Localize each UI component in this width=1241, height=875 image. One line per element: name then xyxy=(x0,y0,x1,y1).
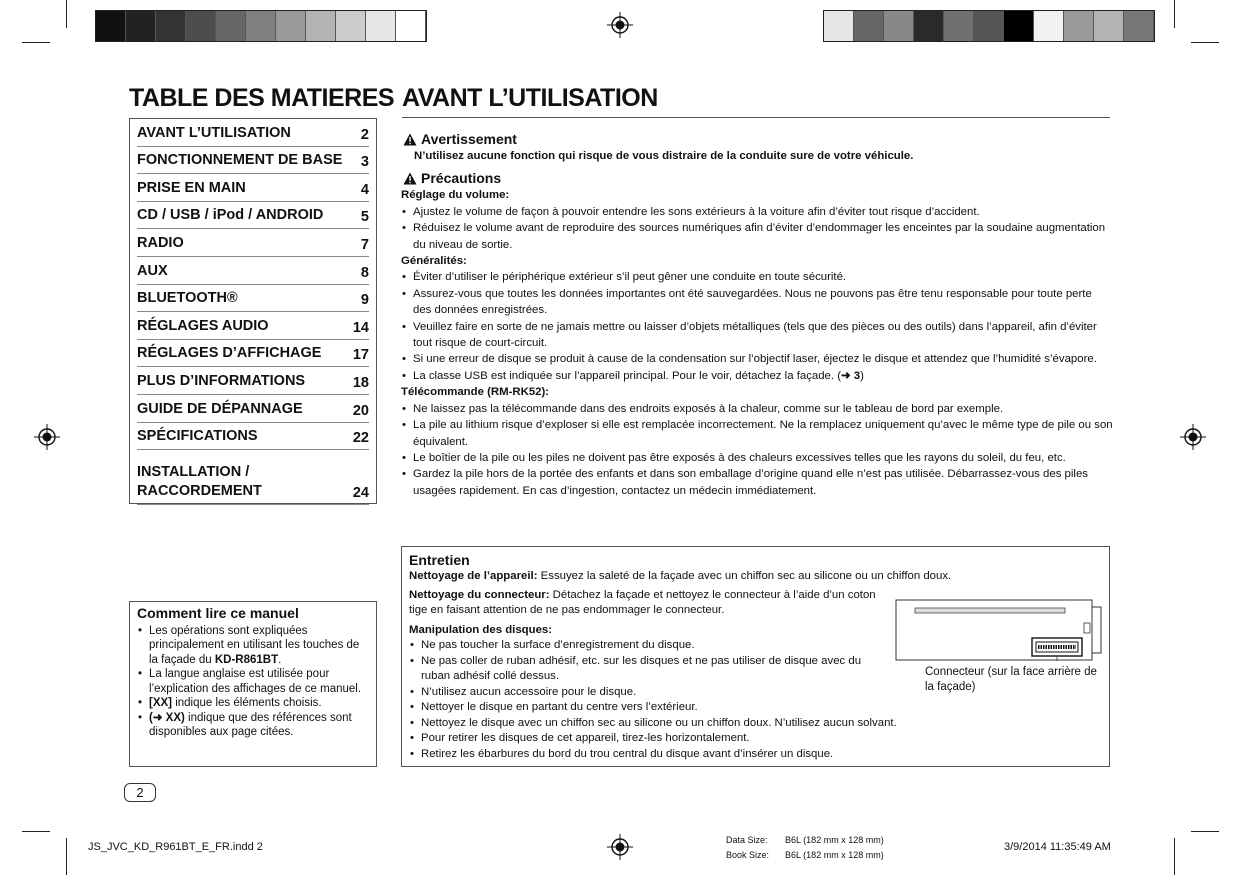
registration-mark-icon xyxy=(34,424,60,450)
toc-label: RÉGLAGES D’AFFICHAGE xyxy=(137,345,322,362)
cleaning-unit-text: Essuyez la saleté de la façade avec un chiffon sec au silicone ou un chiffon doux. xyxy=(537,570,952,582)
book-size-label: Book Size: xyxy=(726,850,770,860)
toc-label: BLUETOOTH® xyxy=(137,290,238,307)
list-item: • La langue anglaise est utilisée pour l’explication des affichages de ce manuel. xyxy=(137,667,369,696)
cleaning-connector-label: Nettoyage du connecteur: xyxy=(409,588,550,601)
toc-row[interactable] xyxy=(137,367,369,395)
list-item: • Le boîtier de la pile ou les piles ne doivent pas être exposés à des chaleurs excessives telles que les rayons du soleil, du feu, etc. xyxy=(401,450,1113,466)
howto-text: . xyxy=(278,653,282,666)
warning-heading xyxy=(403,130,1113,148)
precautions-title: Précautions xyxy=(421,170,502,187)
toc-row[interactable] xyxy=(137,423,369,451)
list-item xyxy=(401,368,1113,384)
toc-row[interactable] xyxy=(137,395,369,423)
color-swatch xyxy=(396,11,426,41)
list-item: • Réduisez le volume avant de reproduire des sources numériques afin d’éviter d’endommager les enceintes par la soudaine augmentation du niveau de sortie. xyxy=(401,220,1113,253)
list-item: • Nettoyer le disque en partant du centre vers l’extérieur. xyxy=(409,700,1102,716)
color-swatch xyxy=(824,11,854,41)
toc-row[interactable] xyxy=(137,202,369,230)
toc-label: PRISE EN MAIN xyxy=(137,179,246,196)
color-swatch xyxy=(1094,11,1124,41)
subsection-title: Manipulation des disques: xyxy=(409,623,553,636)
page-number: 2 xyxy=(124,783,156,802)
list-item: • Veuillez faire en sorte de ne jamais mettre ou laisser d’objets métalliques (tels que des pièces ou des outils) dans l’appareil, afin d’éviter tout risque de court-circuit. xyxy=(401,319,1113,352)
file-name: JS_JVC_KD_R961BT_E_FR.indd 2 xyxy=(88,841,263,853)
list-item: • La pile au lithium risque d’exploser si elle est remplacée incorrectement. Ne la remplacez uniquement qu’avec le même type de pile ou son équivalent. xyxy=(401,417,1113,450)
color-bar-right xyxy=(823,10,1155,42)
toc-page: 22 xyxy=(352,430,369,447)
toc-row[interactable] xyxy=(137,450,369,505)
usb-text: ) xyxy=(860,369,864,382)
toc-label: RADIO xyxy=(137,234,184,251)
toc-row[interactable] xyxy=(137,312,369,340)
color-swatch xyxy=(126,11,156,41)
list-item: • Si une erreur de disque se produit à cause de la condensation sur l’objectif laser, éjectez le disque et attendez que l’humidité s’évapore. xyxy=(401,351,1113,367)
list-item: • Éviter d’utiliser le périphérique extérieur s’il peut gêner une conduite en toute sécurité. xyxy=(401,269,1113,285)
toc-page: 24 xyxy=(352,485,369,502)
data-size-value: B6L (182 mm x 128 mm) xyxy=(785,835,884,845)
toc-row[interactable] xyxy=(137,229,369,257)
crop-mark xyxy=(1191,42,1219,43)
crop-mark xyxy=(1174,838,1175,875)
color-swatch xyxy=(96,11,126,41)
color-swatch xyxy=(944,11,974,41)
crop-mark xyxy=(66,0,67,28)
list-item xyxy=(137,696,369,711)
how-to-read-title: Comment lire ce manuel xyxy=(137,605,299,621)
howto-text: indique les éléments choisis. xyxy=(172,697,322,709)
toc-label: PLUS D’INFORMATIONS xyxy=(137,372,306,389)
toc-page: 3 xyxy=(360,154,369,171)
list-item xyxy=(137,711,369,740)
howto-text: indique que des références sont disponibles aux page citées. xyxy=(149,711,352,738)
connector-caption: Connecteur (sur la face arrière de la façade) xyxy=(925,666,1097,693)
list-item: • Ne pas toucher la surface d’enregistrement du disque. xyxy=(409,638,1102,654)
warning-title: Avertissement xyxy=(421,131,517,147)
color-swatch xyxy=(884,11,914,41)
page-reference-link[interactable]: ➜ 3 xyxy=(841,369,861,382)
maintenance-box xyxy=(401,546,1110,767)
toc-row[interactable] xyxy=(137,285,369,313)
table-of-contents xyxy=(129,118,377,504)
toc-label: GUIDE DE DÉPANNAGE xyxy=(137,400,303,417)
toc-label-line: RACCORDEMENT xyxy=(137,483,262,500)
toc-label: FONCTIONNEMENT DE BASE xyxy=(137,152,343,169)
warning-icon xyxy=(403,133,417,146)
color-swatch xyxy=(246,11,276,41)
faceplate-connector-illustration xyxy=(895,599,1103,661)
list-item: • Nettoyez le disque avec un chiffon sec au silicone ou un chiffon doux. N’utilisez aucun solvant. xyxy=(409,716,1102,732)
list-item: • Ne pas coller de ruban adhésif, etc. sur les disques et ne pas utiliser de disque avec du ruban adhésif collé dessus. xyxy=(409,654,883,685)
crop-mark xyxy=(1191,831,1219,832)
toc-page: 17 xyxy=(352,347,369,364)
toc-label: RÉGLAGES AUDIO xyxy=(137,317,269,334)
toc-page: 20 xyxy=(352,402,369,419)
color-swatch xyxy=(216,11,246,41)
model-name: KD-R861BT xyxy=(214,653,279,666)
toc-page: 8 xyxy=(360,264,369,281)
howto-text: Les opérations sont expliquées principalement en utilisant les touches de la façade du xyxy=(149,624,360,666)
toc-page: 14 xyxy=(352,319,369,336)
color-swatch xyxy=(276,11,306,41)
cleaning-unit xyxy=(409,569,1102,585)
subsection-title: Généralités: xyxy=(401,255,467,268)
list-item: • Assurez-vous que toutes les données importantes ont été sauvegardées. Nous ne pouvons pas être tenu responsable pour toute perte des données enregistrées. xyxy=(401,286,1113,319)
color-swatch xyxy=(854,11,884,41)
crop-mark xyxy=(66,838,67,875)
book-size-value: B6L (182 mm x 128 mm) xyxy=(785,850,884,860)
list-item: • N’utilisez aucun accessoire pour le disque. xyxy=(409,685,1102,701)
color-swatch xyxy=(1034,11,1064,41)
toc-page: 18 xyxy=(352,374,369,391)
registration-mark-icon xyxy=(1180,424,1206,450)
usb-text: La classe USB est indiquée sur l’appareil principal. Pour le voir, détachez la façade. ( xyxy=(413,369,842,382)
color-swatch xyxy=(156,11,186,41)
toc-page: 9 xyxy=(360,292,369,309)
color-swatch xyxy=(186,11,216,41)
toc-page: 5 xyxy=(360,209,369,226)
how-to-read-box xyxy=(129,601,377,767)
toc-row[interactable] xyxy=(137,119,369,147)
subsection-title: Télécommande (RM-RK52): xyxy=(401,386,550,399)
maintenance-title: Entretien xyxy=(409,552,470,568)
main-content xyxy=(401,130,1113,499)
color-swatch xyxy=(336,11,366,41)
timestamp: 3/9/2014 11:35:49 AM xyxy=(1004,841,1111,853)
toc-label-line: INSTALLATION / xyxy=(137,464,250,481)
toc-label: CD / USB / iPod / ANDROID xyxy=(137,207,324,224)
toc-row[interactable] xyxy=(137,147,369,175)
toc-page: 2 xyxy=(360,126,369,143)
color-swatch xyxy=(1064,11,1094,41)
list-item xyxy=(137,624,369,668)
cleaning-unit-label: Nettoyage de l’appareil: xyxy=(409,570,538,582)
crop-mark xyxy=(22,831,50,832)
toc-row[interactable] xyxy=(137,340,369,368)
crop-mark xyxy=(1174,0,1175,28)
color-swatch xyxy=(366,11,396,41)
toc-row[interactable] xyxy=(137,257,369,285)
precautions-heading xyxy=(403,169,1113,187)
toc-row[interactable] xyxy=(137,174,369,202)
registration-mark-icon xyxy=(607,834,633,860)
list-item: • Ajustez le volume de façon à pouvoir entendre les sons extérieurs à la voiture afin d’éviter tout risque d’accident. xyxy=(401,204,1113,220)
page-title: AVANT L’UTILISATION xyxy=(402,84,658,112)
code-marker: [XX] xyxy=(149,697,172,709)
color-swatch xyxy=(974,11,1004,41)
toc-page: 4 xyxy=(360,181,369,198)
cleaning-connector-text: Détachez la façade et nettoyez le connecteur à l’aide d’un coton tige en faisant attention de ne pas endommager le connecteur. xyxy=(409,588,876,616)
toc-label: AUX xyxy=(137,262,168,279)
crop-mark xyxy=(22,42,50,43)
color-swatch xyxy=(914,11,944,41)
color-swatch xyxy=(306,11,336,41)
warning-icon xyxy=(403,172,417,185)
color-bar-left xyxy=(95,10,427,42)
toc-title: TABLE DES MATIERES xyxy=(129,84,395,112)
list-item: • Retirez les ébarbures du bord du trou central du disque avant d’insérer un disque. xyxy=(409,747,1102,763)
toc-page: 7 xyxy=(360,236,369,253)
color-swatch xyxy=(1124,11,1154,41)
registration-mark-icon xyxy=(607,12,633,38)
warning-text: N’utilisez aucune fonction qui risque de vous distraire de la conduite sure de votre véhicule. xyxy=(414,150,914,162)
data-size-label: Data Size: xyxy=(726,835,768,845)
toc-label: AVANT L’UTILISATION xyxy=(137,124,291,141)
toc-label: SPÉCIFICATIONS xyxy=(137,428,258,445)
list-item: • Gardez la pile hors de la portée des enfants et dans son emballage d’origine quand elle n’est pas utilisée. Débarrassez-vous des piles usagées rapidement. En cas d’ingestion, contactez un médecin immédiatement. xyxy=(401,466,1113,499)
subsection-title: Réglage du volume: xyxy=(401,189,510,202)
cleaning-connector xyxy=(409,588,879,619)
code-marker: (➜ XX) xyxy=(149,711,185,724)
list-item: • Pour retirer les disques de cet appareil, tirez-les horizontalement. xyxy=(409,731,1102,747)
toc-label xyxy=(137,463,262,501)
color-swatch xyxy=(1004,11,1034,41)
title-rule xyxy=(402,117,1110,118)
list-item: • Ne laissez pas la télécommande dans des endroits exposés à la chaleur, comme sur le tableau de bord par exemple. xyxy=(401,401,1113,417)
